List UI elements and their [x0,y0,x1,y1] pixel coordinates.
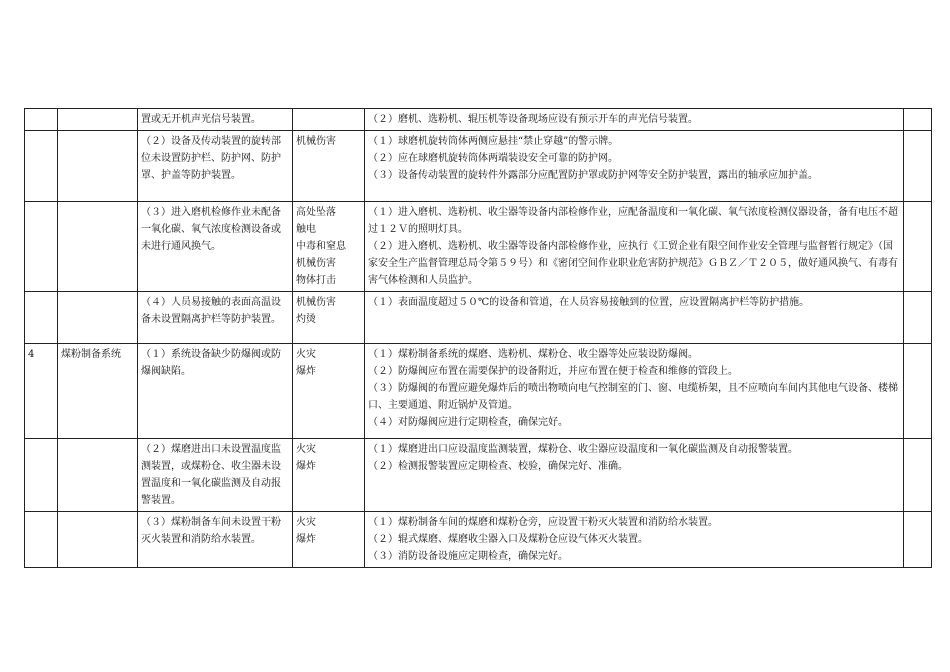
remark-cell [904,344,932,439]
measure-item: （２）防爆阀应布置在需要保护的设备附近，并应布置在便于检查和维修的管段上。 [368,366,738,377]
hazard-cell [293,292,365,344]
measures-cell [365,439,904,512]
measures-cell [365,109,904,131]
hazard-type: 机械伤害 [296,136,336,147]
category-cell [58,439,138,512]
hazard-type: 火灾 [296,444,316,455]
measures-cell [365,292,904,344]
measure-item: （１）进入磨机、选粉机、收尘器等设备内部检修作业，应配备温度和一氧化碳、氧气浓度检测仪器设备，备有电压不超过１２Ｖ的照明灯具。 [368,207,898,235]
remark-cell [904,512,932,568]
measures-cell [365,344,904,439]
issue-cell: （２）设备及传动装置的旋转部位未设置防护栏、防护网、防护罩、护盖等防护装置。 [138,131,293,202]
category-cell [58,131,138,202]
measure-item: （２）磨机、选粉机、辊压机等设备现场应设有预示开车的声光信号装置。 [368,114,698,125]
issue-cell: （３）进入磨机检修作业未配备一氧化碳、氧气浓度检测设备或未进行通风换气。 [138,202,293,292]
table-row [25,202,932,292]
issue-cell: （１）系统设备缺少防爆阀或防爆阀缺陷。 [138,344,293,439]
remark-cell [904,292,932,344]
hazard-measures-table [24,108,932,568]
hazard-cell [293,512,365,568]
measure-item: （３）防爆阀的布置应避免爆炸后的喷出物喷向电气控制室的门、窗、电缆桥架，且不应喷向车间内其他电气设备、楼梯口、主要通道、附近锅炉及管道。 [368,383,898,411]
measure-item: （３）设备传动装置的旋转件外露部分应配置防护罩或防护网等安全防护装置，露出的轴承应加护盖。 [368,170,818,181]
issue-cell: （２）煤磨进出口未设置温度监测装置，或煤粉仓、收尘器未设置温度和一氧化碳监测及自动报警装置。 [138,439,293,512]
issue-cell: （４）人员易接触的表面高温设备未设置隔离护栏等防护装置。 [138,292,293,344]
hazard-type: 火灾 [296,517,316,528]
measures-cell [365,202,904,292]
measure-item: （１）球磨机旋转筒体两侧应悬挂“禁止穿越”的警示牌。 [368,136,619,147]
hazard-type: 灼烫 [296,314,316,325]
measures-cell [365,131,904,202]
measure-item: （１）煤磨进出口应设温度监测装置，煤粉仓、收尘器应设温度和一氧化碳监测及自动报警装置。 [368,444,798,455]
hazard-cell [293,202,365,292]
measure-item: （１）表面温度超过５０℃的设备和管道，在人员容易接触到的位置，应设置隔离护栏等防护措施。 [368,297,810,308]
measure-item: （１）煤粉制备系统的煤磨、选粉机、煤粉仓、收尘器等处应装设防爆阀。 [368,349,698,360]
remark-cell [904,131,932,202]
hazard-type: 机械伤害 [296,258,336,269]
measures-cell [365,512,904,568]
hazard-type: 爆炸 [296,366,316,377]
hazard-cell [293,344,365,439]
category-cell [58,202,138,292]
measure-item: （２）辊式煤磨、煤磨收尘器入口及煤粉仓应设气体灭火装置。 [368,534,648,545]
issue-cell: 置或无开机声光信号装置。 [138,109,293,131]
remark-cell [904,109,932,131]
hazard-cell [293,439,365,512]
table-row [25,109,932,131]
measure-item: （２）检测报警装置应定期检查、校验，确保完好、准确。 [368,461,628,472]
hazard-type: 高处坠落 [296,207,336,218]
table-row [25,344,932,439]
hazard-type: 中毒和窒息 [296,241,346,252]
measure-item: （２）进入磨机、选粉机、收尘器等设备内部检修作业，应执行《工贸企业有限空间作业安全管理与监督暂行规定》（国家安全生产监督管理总局令第５９号）和《密闭空间作业职业危害防护规范》ＧＢＺ／Ｔ２０５，做好通风换气、有毒有害气体检测和人员监护。 [368,241,898,286]
row-number-cell [25,292,58,344]
category-cell [58,292,138,344]
table-row [25,292,932,344]
category-cell: 煤粉制备系统 [58,344,138,439]
category-cell [58,109,138,131]
hazard-type: 物体打击 [296,275,336,286]
hazard-type: 爆炸 [296,461,316,472]
issue-cell: （３）煤粉制备车间未设置干粉灭火装置和消防给水装置。 [138,512,293,568]
row-number-cell [25,439,58,512]
row-number-cell [25,131,58,202]
measure-item: （３）消防设备设施应定期检查，确保完好。 [368,551,568,562]
hazard-type: 触电 [296,224,316,235]
measure-item: （１）煤粉制备车间的煤磨和煤粉仓旁，应设置干粉灭火装置和消防给水装置。 [368,517,718,528]
hazard-cell [293,109,365,131]
row-number-cell [25,512,58,568]
hazard-type: 机械伤害 [296,297,336,308]
hazard-type: 爆炸 [296,534,316,545]
measure-item: （２）应在球磨机旋转筒体两端装设安全可靠的防护网。 [368,153,618,164]
remark-cell [904,202,932,292]
row-number-cell [25,202,58,292]
table-row [25,131,932,202]
table-row [25,512,932,568]
category-cell [58,512,138,568]
remark-cell [904,439,932,512]
hazard-cell [293,131,365,202]
hazard-type: 火灾 [296,349,316,360]
row-number-cell: 4 [25,344,58,439]
table-row [25,439,932,512]
row-number-cell [25,109,58,131]
measure-item: （４）对防爆阀应进行定期检查，确保完好。 [368,417,568,428]
